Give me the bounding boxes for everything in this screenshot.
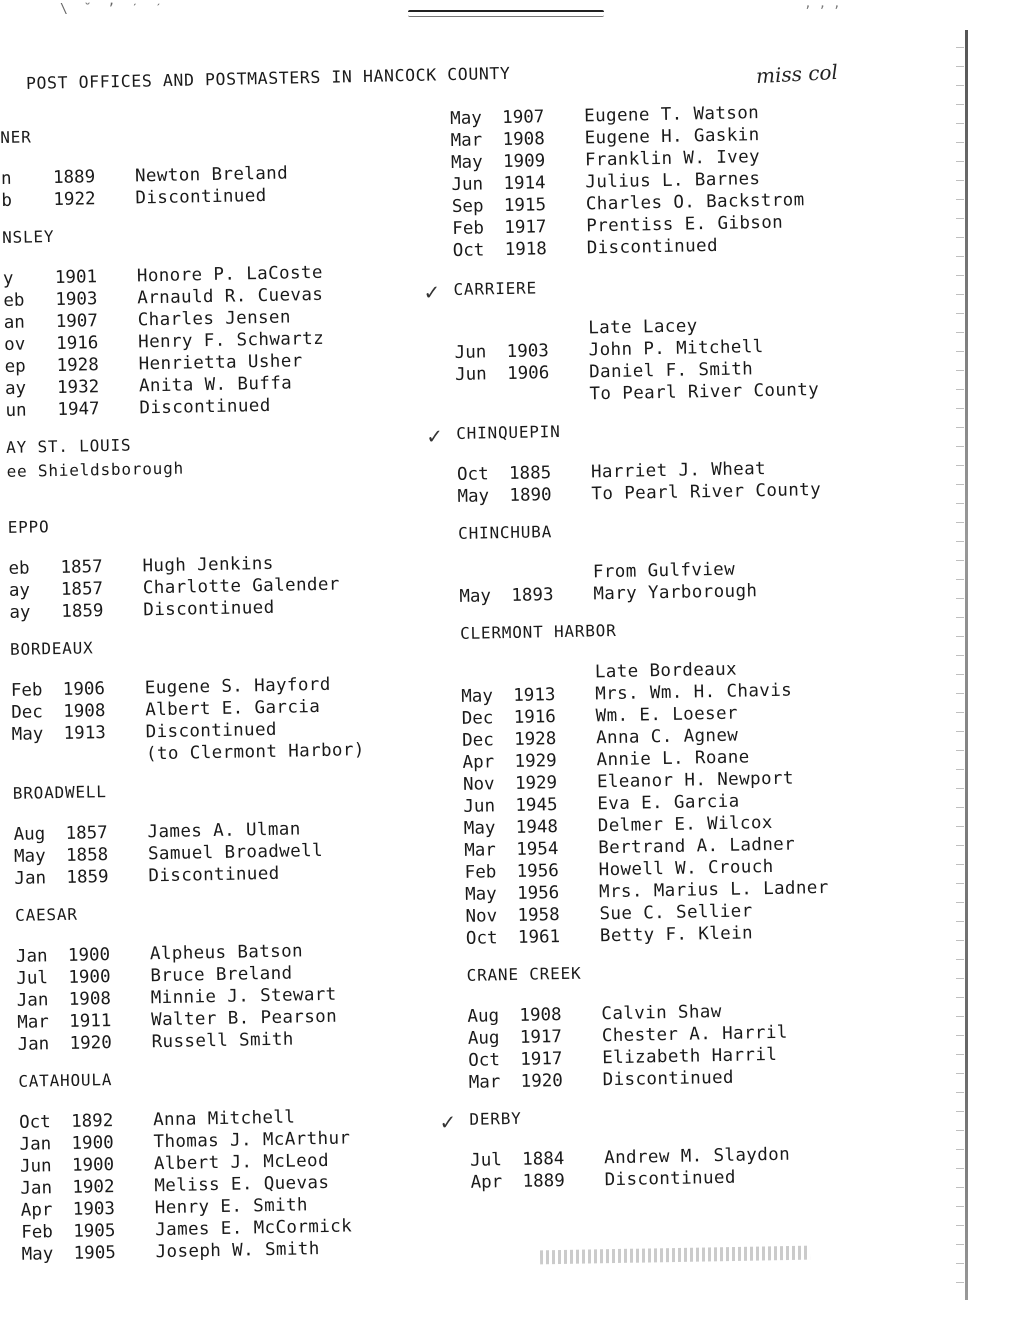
entry-year: 1917 xyxy=(504,217,547,238)
entry-month: Apr xyxy=(20,1200,53,1221)
entry-name: Discontinued xyxy=(135,185,267,209)
entry-name: Calvin Shaw xyxy=(601,1001,722,1025)
post-office-section xyxy=(450,99,933,262)
entry-month: Aug xyxy=(13,824,46,845)
entry-month: Jan xyxy=(20,1178,53,1199)
entry-month: Jan xyxy=(14,868,47,889)
entry-year: 1903 xyxy=(55,289,98,310)
entry-year: 1920 xyxy=(69,1033,112,1054)
entry-year: 1956 xyxy=(516,883,560,904)
entry-year: 1956 xyxy=(516,861,560,882)
entry-year: 1889 xyxy=(52,167,96,188)
entry-name: Eugene H. Gaskin xyxy=(584,125,760,149)
entry-month: Jan xyxy=(15,946,48,967)
post-office-name: CAESAR xyxy=(14,904,78,925)
entry-month: May xyxy=(461,686,494,707)
post-office-name: CARRIERE xyxy=(453,278,538,299)
entry-month: May xyxy=(450,152,483,173)
entry-name: Hugh Jenkins xyxy=(142,553,274,577)
entry-year: 1884 xyxy=(522,1149,565,1170)
entry-year: 1929 xyxy=(514,773,558,794)
entry-name: Discontinued xyxy=(586,235,719,259)
post-office-section xyxy=(466,955,948,1094)
post-office-name: CHINCHUBA xyxy=(457,522,553,543)
entry-month: y xyxy=(2,268,14,289)
entry-name: Russell Smith xyxy=(151,1029,294,1053)
entry-year: 1901 xyxy=(54,267,98,288)
post-office-section xyxy=(13,773,455,889)
entry-name: Newton Breland xyxy=(134,163,289,187)
entry-month: Nov xyxy=(462,774,495,795)
faint-top-mark-right: ʼ ʼ ʼ xyxy=(804,4,841,18)
entry-name: Alpheus Batson xyxy=(149,941,304,965)
entry-year: 1917 xyxy=(519,1027,563,1048)
entry-name: Charlotte Galender xyxy=(142,574,340,599)
entry-name: Henrietta Usher xyxy=(138,351,303,375)
entry-month: Oct xyxy=(465,928,498,949)
entry-name: Albert J. McLeod xyxy=(153,1150,330,1175)
entry-name: To Pearl River County xyxy=(591,479,822,505)
page-edge-speckle xyxy=(956,40,964,1290)
entry-month: May xyxy=(457,486,490,507)
entry-month: eb xyxy=(8,558,30,579)
post-office-name: AY ST. LOUIS xyxy=(5,435,132,457)
entry-year: 1903 xyxy=(506,341,550,362)
entry-name: Anna C. Agnew xyxy=(595,725,739,749)
entry-year: 1906 xyxy=(62,679,106,700)
section-note: From Gulfview xyxy=(592,559,736,583)
entry-name: Eugene S. Hayford xyxy=(144,674,331,699)
entry-month: ov xyxy=(4,334,26,355)
illegible-stamp-smudge xyxy=(540,1246,810,1265)
entry-month: an xyxy=(3,312,26,333)
entry-name: James E. McCormick xyxy=(155,1216,353,1241)
entry-name: Bertrand A. Ladner xyxy=(598,834,796,859)
entry-month: un xyxy=(5,400,27,421)
entry-year: 1922 xyxy=(53,189,96,210)
entry-name: Samuel Broadwell xyxy=(147,840,324,865)
post-office-name: NER xyxy=(0,127,32,147)
entry-month: May xyxy=(459,586,492,607)
entry-name: Henry F. Schwartz xyxy=(137,328,325,353)
entry-month: Dec xyxy=(461,730,494,751)
entry-month: Feb xyxy=(464,862,497,883)
entry-year: 1900 xyxy=(68,967,111,988)
entry-month: Oct xyxy=(452,240,485,261)
entry-name: Franklin W. Ivey xyxy=(584,147,761,171)
entry-year: 1885 xyxy=(508,463,552,484)
entry-year: 1954 xyxy=(516,839,559,860)
entry-name: Discontinued xyxy=(143,597,275,621)
entry-month: Jun xyxy=(454,364,487,385)
entry-name: Mrs. Marius L. Ladner xyxy=(598,877,829,903)
entry-month: Aug xyxy=(467,1028,500,1049)
entry-year: 1908 xyxy=(63,701,106,722)
entry-month: Feb xyxy=(21,1222,54,1243)
entry-year: 1917 xyxy=(520,1049,563,1070)
entry-name: Eugene T. Watson xyxy=(583,103,760,127)
entry-year: 1914 xyxy=(503,173,546,194)
entry-year: 1913 xyxy=(63,723,107,744)
entry-month: ay xyxy=(4,378,27,399)
entry-name: Annie L. Roane xyxy=(596,747,750,771)
entry-year: 1918 xyxy=(504,239,548,260)
entry-month: n xyxy=(0,168,12,189)
post-office-name: BORDEAUX xyxy=(9,638,94,659)
entry-name: Eva E. Garcia xyxy=(597,791,740,815)
entry-month: May xyxy=(11,724,44,745)
entry-year: 1859 xyxy=(61,601,104,622)
entry-name: Discontinued xyxy=(148,863,280,887)
check-mark-icon: ✓ xyxy=(426,424,445,449)
entry-year: 1929 xyxy=(514,751,557,772)
entry-year: 1908 xyxy=(519,1005,562,1026)
entry-month: Dec xyxy=(11,702,44,723)
entry-year: 1916 xyxy=(513,707,557,728)
post-office-name: EPPO xyxy=(7,517,50,537)
entry-month: Mar xyxy=(17,1012,50,1033)
entry-month: Mar xyxy=(468,1072,501,1093)
entry-year: 1906 xyxy=(506,363,550,384)
entry-name: Discontinued xyxy=(602,1067,735,1091)
entry-name: Thomas J. McArthur xyxy=(153,1128,351,1153)
entry-name: Anita W. Buffa xyxy=(138,373,293,397)
document-title: POST OFFICES AND POSTMASTERS IN HANCOCK COUNTY xyxy=(25,63,511,93)
post-office-name: CRANE CREEK xyxy=(466,963,582,985)
section-note: Late Bordeaux xyxy=(594,659,738,683)
entry-name: Charles O. Backstrom xyxy=(585,190,805,215)
binder-line xyxy=(408,10,604,17)
entry-year: 1907 xyxy=(55,311,99,332)
entry-month: May xyxy=(21,1244,54,1265)
entry-name: Walter B. Pearson xyxy=(151,1006,338,1031)
entry-year: 1911 xyxy=(69,1011,112,1032)
check-mark-icon: ✓ xyxy=(423,280,442,305)
entry-year: 1947 xyxy=(57,399,100,420)
left-column xyxy=(0,118,462,1280)
entry-name: Discontinued xyxy=(139,395,271,419)
entry-month: May xyxy=(13,846,46,867)
entry-month: Apr xyxy=(462,752,495,773)
entry-name: Discontinued xyxy=(145,719,278,743)
entry-name: Daniel F. Smith xyxy=(588,359,754,383)
entry-month: Aug xyxy=(467,1006,500,1027)
entry-month: Jul xyxy=(470,1150,503,1171)
entry-year: 1889 xyxy=(522,1170,565,1192)
entry-month: Jun xyxy=(451,174,484,195)
entry-name: James A. Ulman xyxy=(147,819,301,843)
entry-year: 1916 xyxy=(56,333,99,354)
entry-year: 1900 xyxy=(71,1133,114,1154)
entry-month: Apr xyxy=(470,1172,503,1193)
entry-year: 1948 xyxy=(515,817,559,838)
entry-name: Minnie J. Stewart xyxy=(150,984,337,1009)
faint-top-marks: \ ˘ ʼ ˊ ˊ xyxy=(60,2,167,17)
entry-month: Jan xyxy=(16,990,49,1011)
entry-month: Nov xyxy=(465,906,498,927)
page-edge xyxy=(965,30,968,1300)
entry-year: 1893 xyxy=(511,585,554,606)
entry-year: 1903 xyxy=(72,1198,116,1220)
entry-name: Anna Mitchell xyxy=(152,1107,296,1131)
entry-month: Oct xyxy=(18,1112,51,1133)
entry-name: Betty F. Klein xyxy=(599,923,754,947)
entry-year: 1857 xyxy=(65,823,108,844)
see-reference: ee Shieldsborough xyxy=(6,458,185,481)
entry-name: Henry E. Smith xyxy=(154,1195,309,1219)
post-office-section xyxy=(458,513,940,608)
entry-year: 1858 xyxy=(65,845,109,866)
entry-month: ay xyxy=(9,602,31,623)
entry-name: Harriet J. Wheat xyxy=(590,459,767,483)
entry-year: 1857 xyxy=(60,557,103,578)
post-office-section xyxy=(460,613,946,950)
entry-name: Albert E. Garcia xyxy=(145,696,321,721)
post-office-name: BROADWELL xyxy=(12,782,107,803)
entry-name: Chester A. Harril xyxy=(601,1022,788,1047)
section-note: Late Lacey xyxy=(588,316,698,339)
entry-month: May xyxy=(450,108,483,129)
entry-year: 1907 xyxy=(502,107,545,128)
post-office-section xyxy=(6,427,447,501)
entry-name: Prentiss E. Gibson xyxy=(586,212,784,237)
post-office-name: CHINQUEPIN xyxy=(456,421,561,443)
entry-month: b xyxy=(1,190,13,211)
entry-year: 1908 xyxy=(68,989,112,1010)
entry-month: Jun xyxy=(463,796,496,817)
post-office-section xyxy=(423,269,935,408)
entry-year: 1900 xyxy=(71,1155,115,1176)
entry-name: Eleanor H. Newport xyxy=(596,768,794,793)
entry-year: 1961 xyxy=(517,927,561,948)
post-office-name: DERBY xyxy=(469,1108,522,1129)
entry-name: Arnauld R. Cuevas xyxy=(137,284,324,309)
entry-year: 1859 xyxy=(66,867,109,888)
section-note: To Pearl River County xyxy=(589,379,820,405)
entry-month: May xyxy=(463,818,496,839)
entry-name: Andrew M. Slaydon xyxy=(603,1144,791,1169)
entry-month: Feb xyxy=(452,218,485,239)
entry-name: Meliss E. Quevas xyxy=(154,1172,330,1197)
entry-year: 1902 xyxy=(72,1176,115,1198)
entry-name: Elizabeth Harril xyxy=(602,1044,778,1069)
entry-year: 1928 xyxy=(513,729,557,750)
post-office-section xyxy=(18,1061,462,1265)
entry-name: Sue C. Sellier xyxy=(599,901,753,925)
entry-month: eb xyxy=(3,290,25,311)
entry-month: Oct xyxy=(468,1050,501,1071)
entry-month: Mar xyxy=(464,840,497,861)
entry-year: 1928 xyxy=(56,355,99,376)
entry-name: Howell W. Crouch xyxy=(598,856,774,881)
entry-name: Mary Yarborough xyxy=(593,581,758,605)
entry-year: 1908 xyxy=(502,129,545,150)
entry-name: Delmer E. Wilcox xyxy=(597,812,773,837)
post-office-section xyxy=(10,629,452,767)
entry-month: Feb xyxy=(10,680,43,701)
post-office-section xyxy=(2,218,446,422)
entry-year: 1857 xyxy=(60,579,104,600)
entry-month: Jun xyxy=(19,1156,52,1177)
entry-name: Julius L. Barnes xyxy=(585,169,761,193)
entry-year: 1920 xyxy=(520,1071,564,1092)
entry-month: Mar xyxy=(450,130,483,151)
entry-month: Jan xyxy=(19,1134,52,1155)
entry-month: May xyxy=(464,884,497,905)
post-office-section xyxy=(426,413,938,508)
entry-year: 1905 xyxy=(73,1220,116,1242)
entry-month: ay xyxy=(8,580,31,601)
entry-year: 1958 xyxy=(517,905,560,926)
entry-year: 1909 xyxy=(502,151,546,172)
post-office-name: CLERMONT HARBOR xyxy=(459,620,617,643)
entry-name: Bruce Breland xyxy=(150,963,293,987)
entry-name: Wm. E. Loeser xyxy=(595,703,739,727)
entry-name: Honore P. LaCoste xyxy=(136,262,323,287)
post-office-name: NSLEY xyxy=(1,226,55,247)
entry-month: Jun xyxy=(454,342,487,363)
post-office-section xyxy=(0,118,442,212)
entry-year: 1905 xyxy=(73,1242,117,1264)
entry-year: 1892 xyxy=(70,1111,114,1132)
entry-year: 1890 xyxy=(509,485,552,506)
entry-month: Jul xyxy=(16,968,49,989)
entry-name: Joseph W. Smith xyxy=(155,1239,320,1263)
check-mark-icon: ✓ xyxy=(439,1110,458,1135)
entry-name: John P. Mitchell xyxy=(588,337,764,361)
entry-year: 1900 xyxy=(67,945,111,966)
entry-name: Charles Jensen xyxy=(137,307,292,331)
entry-month: Jan xyxy=(17,1034,50,1055)
entry-month: Sep xyxy=(451,196,484,217)
right-column xyxy=(423,99,951,1208)
post-office-name: CATAHOULA xyxy=(18,1070,113,1091)
entry-name: Mrs. Wm. H. Chavis xyxy=(595,680,793,705)
entry-year: 1913 xyxy=(513,685,556,706)
entry-month: Oct xyxy=(456,464,489,485)
handwritten-annotation: miss col xyxy=(755,59,839,89)
section-note: (to Clermont Harbor) xyxy=(145,740,365,765)
entry-month: ep xyxy=(4,356,26,377)
entry-year: 1915 xyxy=(503,195,547,216)
post-office-section xyxy=(439,1099,951,1194)
entry-year: 1932 xyxy=(56,377,100,398)
post-office-section xyxy=(15,895,458,1055)
post-office-section xyxy=(7,507,449,623)
entry-name: Discontinued xyxy=(604,1167,737,1191)
entry-year: 1945 xyxy=(515,795,558,816)
entry-month: Dec xyxy=(461,708,494,729)
